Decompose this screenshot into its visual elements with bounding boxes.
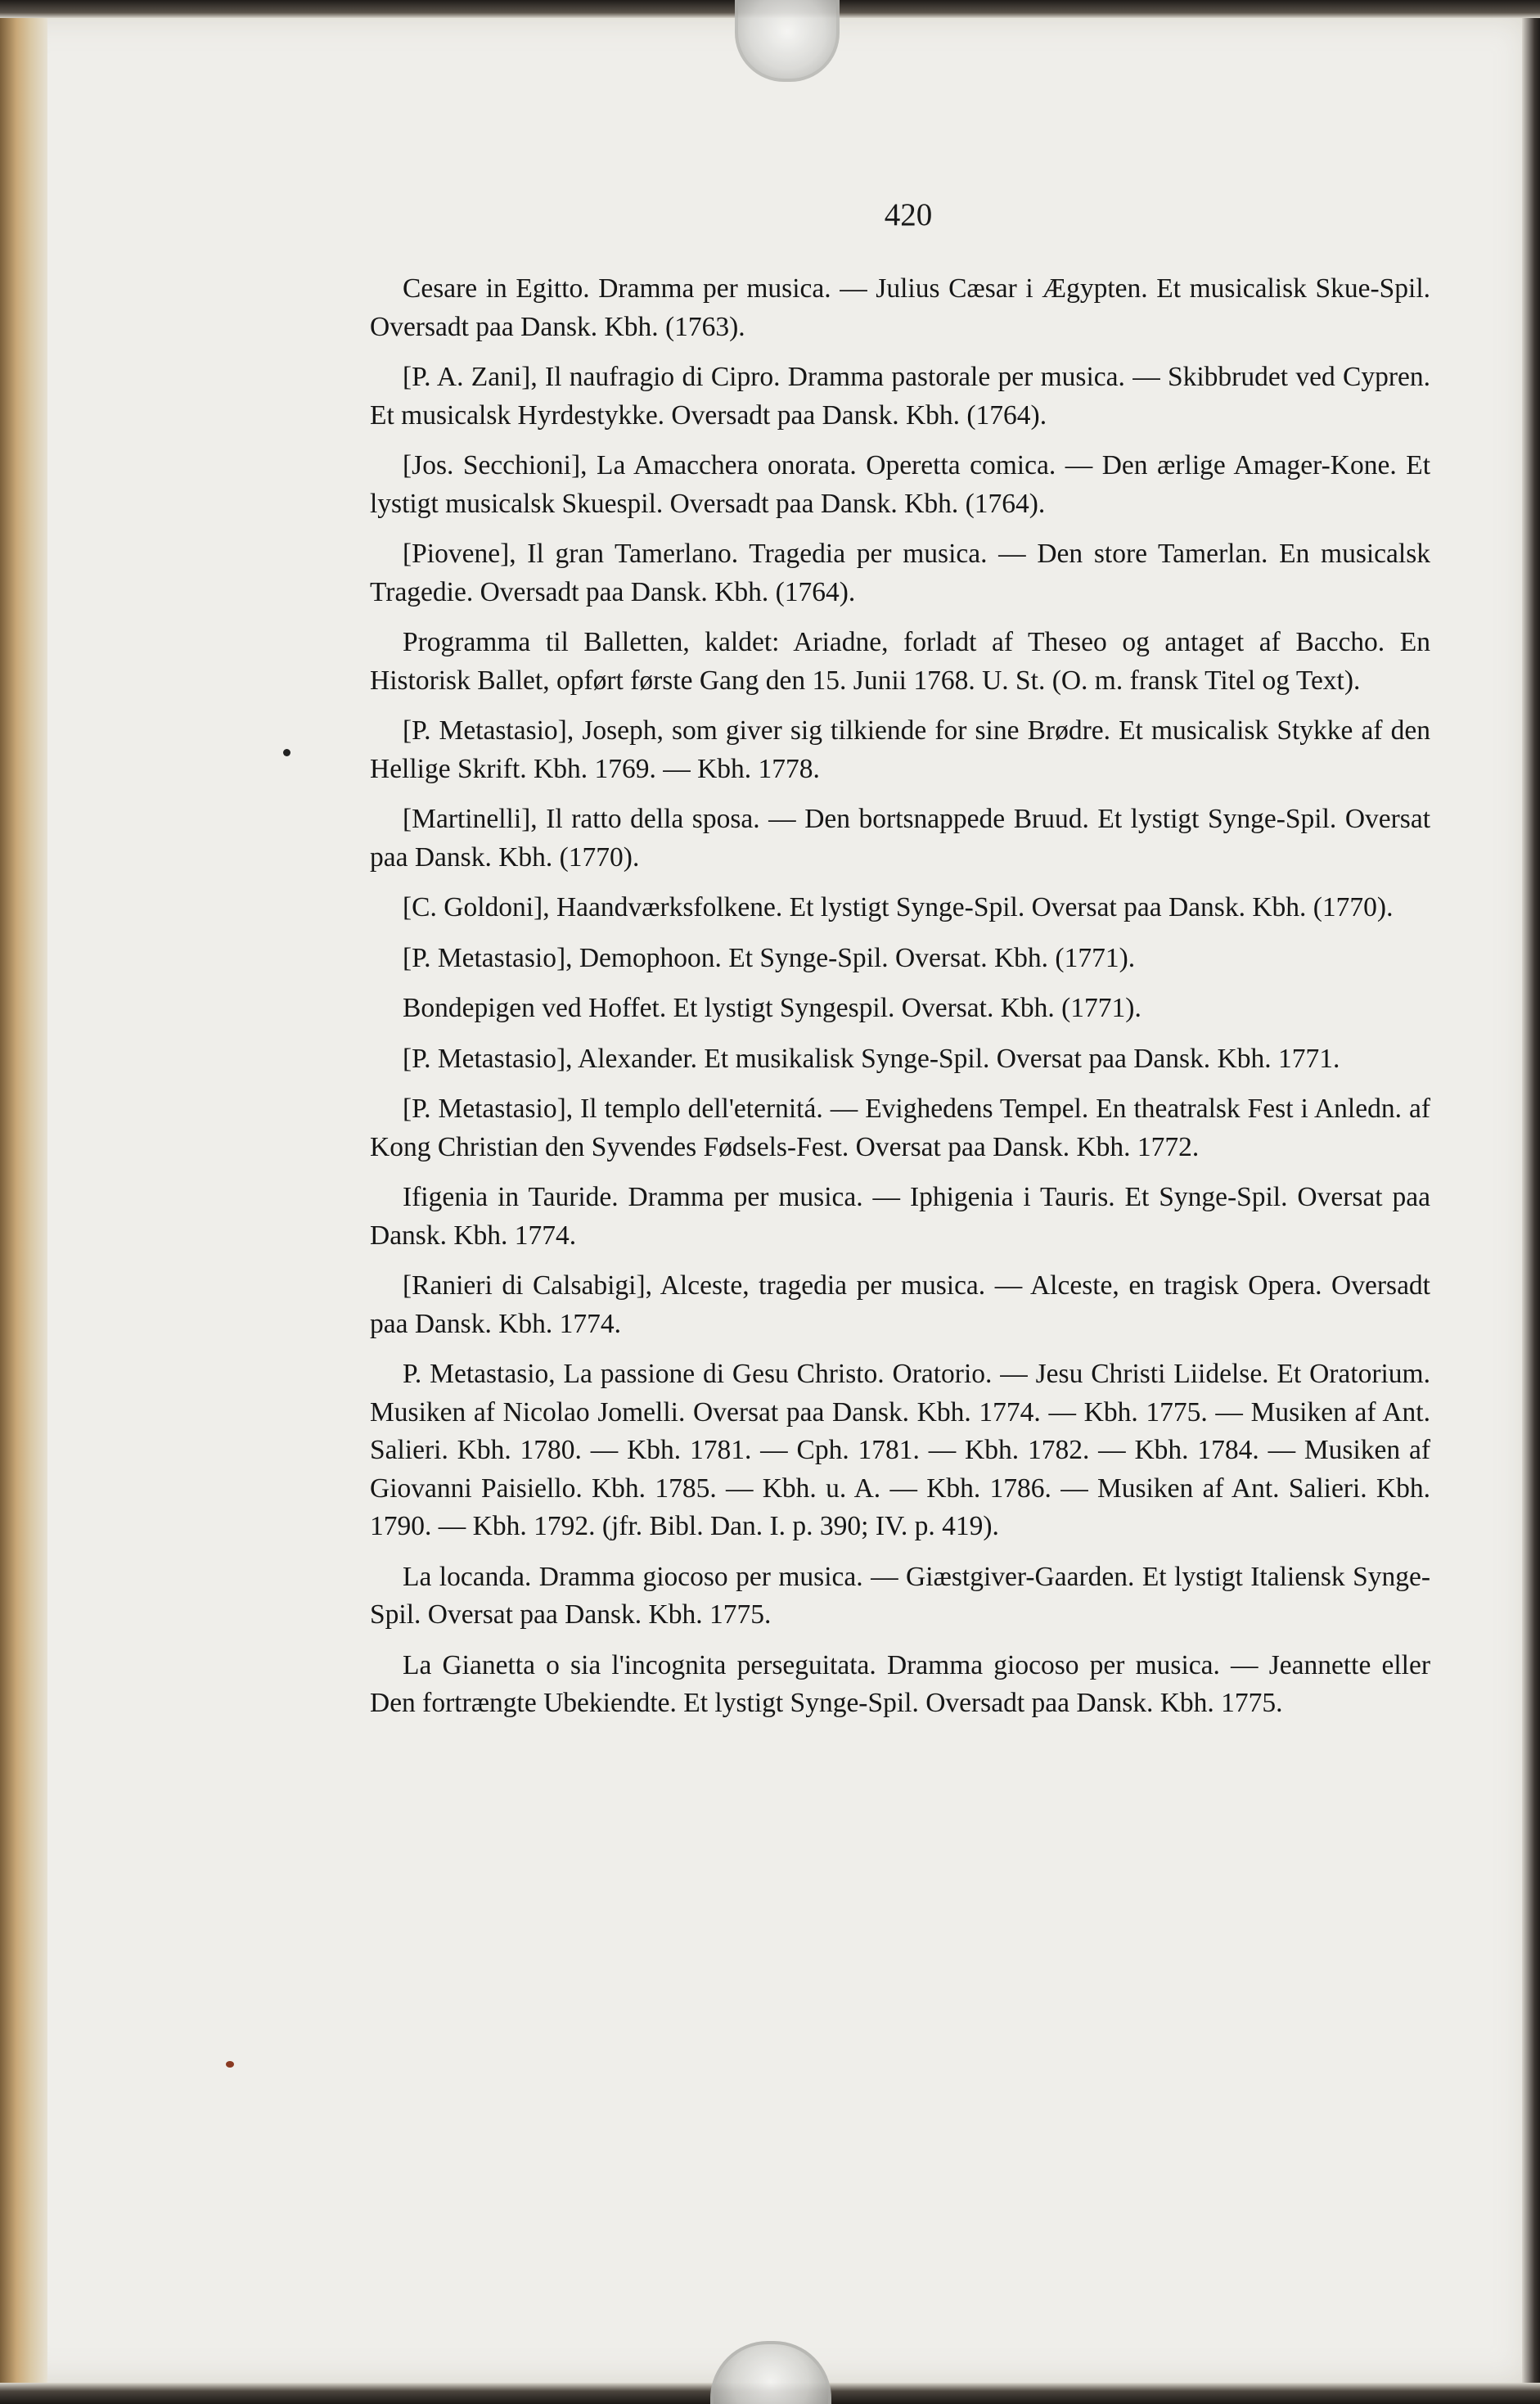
- page-right-edge: [1522, 0, 1540, 2404]
- bibliography-entry: La Gianetta o sia l'incognita perseguitata. Dramma giocoso per musica. — Jeannette eller Den fortrængte Ubekiendte. Et lystigt Synge-Spil. Oversadt paa Dansk. Kbh. 1775.: [370, 1649, 1430, 1718]
- bibliography-entry: Ifigenia in Tauride. Dramma per musica. — Iphigenia i Tauris. Et Synge-Spil. Oversat paa Dansk. Kbh. 1774.: [370, 1182, 1430, 1251]
- bibliography-entry: Bondepigen ved Hoffet. Et lystigt Syngespil. Oversat. Kbh. (1771).: [403, 993, 1141, 1023]
- bibliography-entry: [Martinelli], Il ratto della sposa. — Den bortsnappede Bruud. Et lystigt Synge-Spil. Oversat paa Dansk. Kbh. (1770).: [370, 804, 1430, 873]
- bibliography-entry: [P. Metastasio], Il templo dell'eternitá. — Evighedens Tempel. En theatralsk Fest i Anledn. af Kong Christian den Syvendes Fødsels-Fest. Oversat paa Dansk. Kbh. 1772.: [370, 1094, 1430, 1162]
- ink-spot: [226, 2061, 234, 2068]
- bibliography-entry: Cesare in Egitto. Dramma per musica. — Julius Cæsar i Ægypten. Et musicalisk Skue-Spil. Oversadt paa Dansk. Kbh. (1763).: [370, 273, 1430, 342]
- bibliography-entry: [P. A. Zani], Il naufragio di Cipro. Dramma pastorale per musica. — Skibbrudet ved Cypren. Et musicalsk Hyrdestykke. Oversadt paa Dansk. Kbh. (1764).: [370, 362, 1430, 431]
- bibliography-entry: Programma til Balletten, kaldet: Ariadne, forladt af Theseo og antaget af Baccho. En Historisk Ballet, opført første Gang den 15. Junii 1768. U. St. (O. m. fransk Titel og Text).: [370, 627, 1430, 696]
- bibliography-entry: [P. Metastasio], Joseph, som giver sig tilkiende for sine Brødre. Et musicalisk Stykke af den Hellige Skrift. Kbh. 1769. — Kbh. 1778.: [370, 715, 1430, 784]
- bibliography-entry: [P. Metastasio], Demophoon. Et Synge-Spil. Oversat. Kbh. (1771).: [403, 942, 1136, 973]
- bibliography-entry: [C. Goldoni], Haandværksfolkene. Et lystigt Synge-Spil. Oversat paa Dansk. Kbh. (1770).: [403, 892, 1394, 922]
- bibliography-entry: [Ranieri di Calsabigi], Alceste, tragedia per musica. — Alceste, en tragisk Opera. Oversadt paa Dansk. Kbh. 1774.: [370, 1270, 1430, 1339]
- bibliography-entry: [Jos. Secchioni], La Amacchera onorata. Operetta comica. — Den ærlige Amager-Kone. Et lystigt musicalsk Skuespil. Oversadt paa Dansk. Kbh. (1764).: [370, 450, 1430, 519]
- page-number: 420: [884, 197, 933, 232]
- page-spine-edge: [0, 0, 47, 2404]
- ink-spot: [283, 749, 290, 756]
- bibliography-entry: La locanda. Dramma giocoso per musica. — Giæstgiver-Gaarden. Et lystigt Italiensk Synge-Spil. Oversat paa Dansk. Kbh. 1775.: [370, 1561, 1430, 1630]
- bibliography-entry: [Piovene], Il gran Tamerlano. Tragedia per musica. — Den store Tamerlan. En musicalsk Tragedie. Oversadt paa Dansk. Kbh. (1764).: [370, 539, 1430, 607]
- bibliography-entry: [P. Metastasio], Alexander. Et musikalisk Synge-Spil. Oversat paa Dansk. Kbh. 1771.: [403, 1043, 1340, 1074]
- bibliography-entry: P. Metastasio, La passione di Gesu Christo. Oratorio. — Jesu Christi Liidelse. Et Oratorium. Musiken af Nicolao Jomelli. Oversat paa Dansk. Kbh. 1774. — Kbh. 1775. — Musiken af Ant. Salieri. Kbh. 1780. — Kbh. 1781. — Cph. 1781. — Kbh. 1782. — Kbh. 1784. — Musiken af Giovanni Paisiello. Kbh. 1785. — Kbh. u. A. — Kbh. 1786. — Musiken af Ant. Salieri. Kbh. 1790. — Kbh. 1792. (jfr. Bibl. Dan. I. p. 390; IV. p. 419).: [370, 1359, 1430, 1541]
- bibliography-entries: [370, 270, 1430, 1735]
